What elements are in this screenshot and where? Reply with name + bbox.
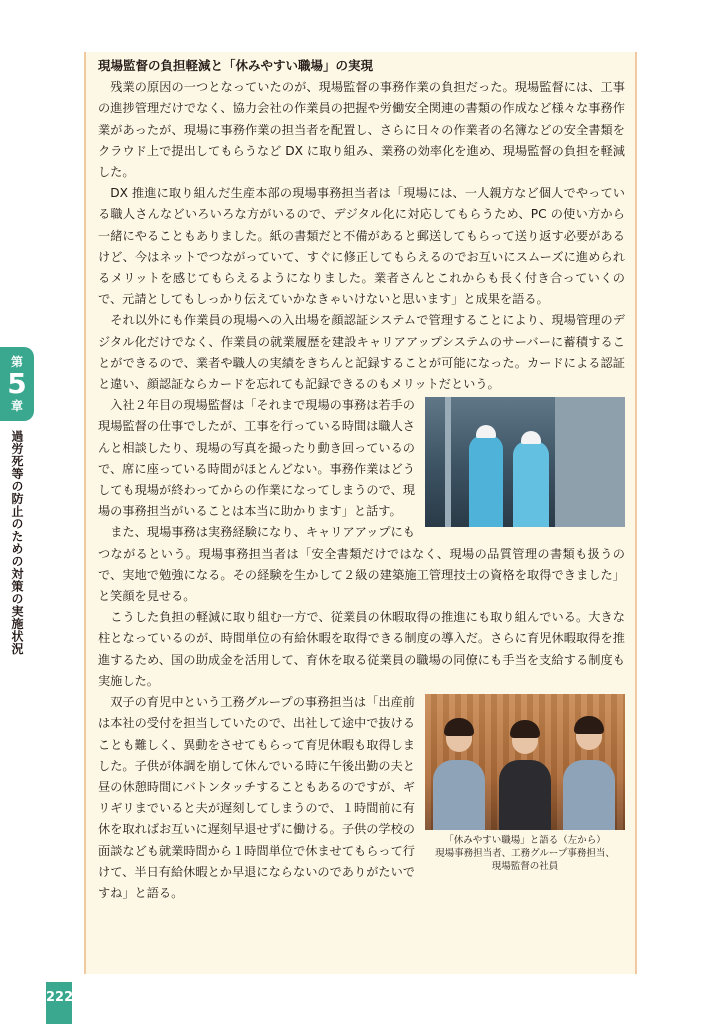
paragraph-3: それ以外にも作業員の現場への入出場を顔認証システムで管理することにより、現場管理のデジタル化だけでなく、作業員の就業履歴を建設キャリアアップシステムのサーバーに蓄積することができるので、業者や職人の実績をきちんと記録することが可能になった。カードによる認証と違い、顔認証ならカードを忘れても記録できるのもメリットだという。 xyxy=(98,313,625,392)
photo-caption-line-3: 現場監督の社員 xyxy=(491,861,559,873)
photo-caption xyxy=(425,834,625,873)
chapter-label-prefix: 第 xyxy=(10,355,23,369)
photo-caption-line-1: 「休みやすい職場」と語る（左から） xyxy=(444,835,606,847)
page-number: 222 xyxy=(46,982,72,1024)
paragraph-2: DX 推進に取り組んだ生産本部の現場事務担当者は「現場には、一人親方など個人でやっている職人さんなどいろいろな方がいるので、デジタル化に対応してもらうため、PC の使い方から一緒にやることもありました。紙の書類だと不備があると郵送してもらって送り返す必要があるけど、今はネットでつながっていて、すぐに修正してもらえるのでお互いにスムーズに進められるメリットを感じてもらえるようになりました。業者さんとこれからも長く付き合っていくので、元請としてもしっかり伝えていかなきゃいけないと思います」と成果を語る。 xyxy=(98,186,625,307)
photo-staff-group-image xyxy=(425,694,625,830)
photo-site-supervisors xyxy=(425,397,625,527)
paragraph-6: こうした負担の軽減に取り組む一方で、従業員の休暇取得の推進にも取り組んでいる。大きな柱となっているのが、時間単位の有給休暇を取得できる制度の導入だ。さらに育児休暇取得を推進するため、国の助成金を活用して、育休を取る従業員の職場の同僚にも手当を支給する制度も実施した。 xyxy=(98,610,625,688)
chapter-title: 過労死等の防止のための対策の実施状況 xyxy=(10,430,24,655)
chapter-label-suffix: 章 xyxy=(10,399,23,413)
photo-caption-line-2: 現場事務担当者、工務グループ事務担当、 xyxy=(435,848,615,860)
paragraph-4: 入社２年目の現場監督は「それまで現場の事務は若手の現場監督の仕事でしたが、工事を行っている時間は職人さんと相談したり、現場の写真を撮ったり動き回っているので、席に座っている時間がほとんどない。事務作業はどうしても現場が終わってからの作業になってしまうので、現場の事務担当がいることは本当に助かります」と話す。 xyxy=(98,398,415,519)
chapter-tab xyxy=(0,347,34,421)
paragraph-5: また、現場事務は実務経験になり、キャリアアップにもつながるという。現場事務担当者は「安全書類だけではなく、現場の品質管理の書類も扱うので、実地で勉強になる。その経験を生かして２級の建築施工管理技士の資格を取得できました」と笑顔を見せる。 xyxy=(98,525,625,604)
photo-staff-group xyxy=(425,694,625,873)
paragraph-7: 双子の育児中という工務グループの事務担当は「出産前は本社の受付を担当していたので、出社して途中で抜けることも難しく、異動をさせてもらって育児休暇も取得しました。子供が体調を崩して休んでいる時に午後出勤の夫と昼の休憩時間にバトンタッチすることもあるのですが、ギリギリまでいると夫が遅刻してしまうので、１時間前に有休を取ればお互いに遅刻早退せずに働ける。子供の学校の面談なども就業時間から１時間単位で休ませてもらって行けて、半日有給休暇とか早退にならないのでありがたいですね」と語る。 xyxy=(98,695,415,900)
section-heading: 現場監督の負担軽減と「休みやすい職場」の実現 xyxy=(98,58,374,73)
article-panel xyxy=(84,52,637,974)
chapter-number: 5 xyxy=(7,367,27,400)
paragraph-1: 残業の原因の一つとなっていたのが、現場監督の事務作業の負担だった。現場監督には、工事の進捗管理だけでなく、協力会社の作業員の把握や労働安全関連の書類の作成など様々な事務作業があったが、現場に事務作業の担当者を配置し、さらに日々の作業者の名簿などの安全書類をクラウド上で提出してもらうなど DX に取り組み、業務の効率化を進め、現場監督の負担を軽減した。 xyxy=(98,80,625,180)
photo-site-supervisors-image xyxy=(425,397,625,527)
